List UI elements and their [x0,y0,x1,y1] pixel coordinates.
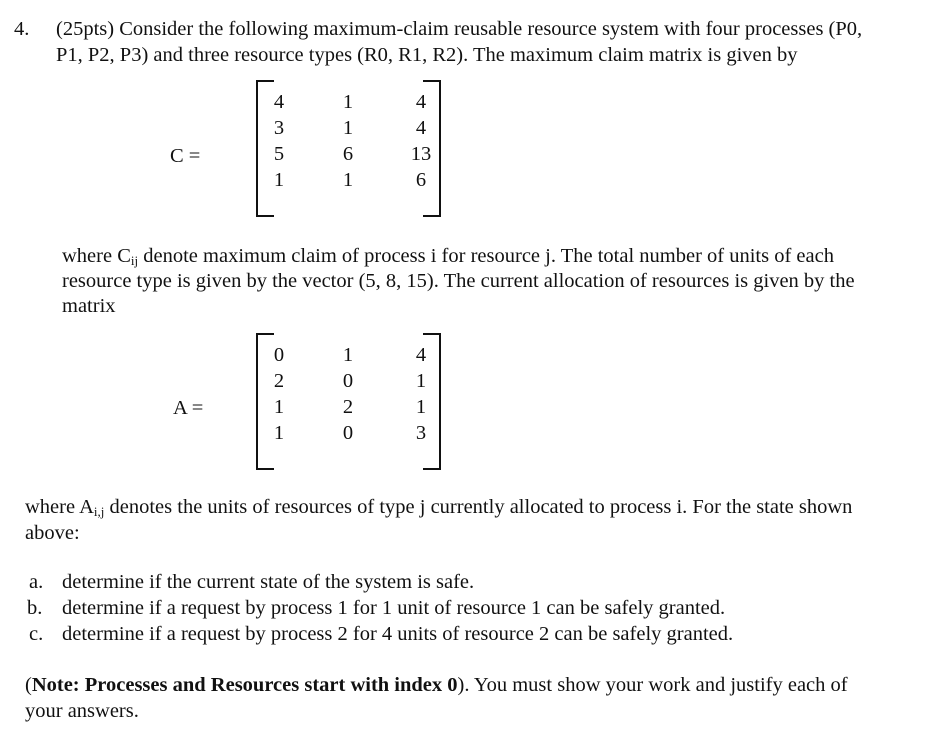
matrix-c-cell-1-1: 1 [342,117,354,139]
matrix-c-cell-3-2: 6 [415,169,427,191]
question-intro-line-2: P1, P2, P3) and three resource types (R0, R1, R2). The maximum claim matrix is given by [56,44,798,66]
paragraph-c-line-2: resource type is given by the vector (5, 8, 15). The current allocation of resources is given by the [62,270,855,292]
paragraph-a-text-a: where A [25,496,94,518]
paragraph-c-line-1 [62,243,834,269]
matrix-c-cell-2-1: 6 [342,143,354,165]
matrix-a-cell-0-1: 1 [342,344,354,366]
task-a-text: determine if the current state of the system is safe. [62,571,475,593]
subscript-ij: ij [130,253,139,268]
note-bold-text: Note: Processes and Resources start with index 0 [31,674,458,696]
task-c-marker: c. [29,623,44,645]
matrix-a-cell-1-0: 2 [273,370,285,392]
matrix-a-cell-0-0: 0 [273,344,285,366]
matrix-a-cell-1-1: 0 [342,370,354,392]
matrix-a-cell-3-0: 1 [273,422,285,444]
matrix-a-cell-2-0: 1 [273,396,285,418]
task-b-text: determine if a request by process 1 for 1 unit of resource 1 can be safely granted. [62,597,726,619]
matrix-c-cell-0-0: 4 [273,91,285,113]
paragraph-c-text-a: where C [62,245,131,267]
matrix-a-label: A = [173,397,204,419]
note-line-2: your answers. [25,700,139,722]
question-number: 4. [14,18,30,40]
matrix-c-cell-2-2: 13 [410,143,432,165]
matrix-c-cell-0-2: 4 [415,91,427,113]
matrix-a-cell-1-2: 1 [415,370,427,392]
matrix-a-cell-3-2: 3 [415,422,427,444]
task-b-marker: b. [27,597,43,619]
note-open-paren: ( [25,674,32,696]
paragraph-c-line-3: matrix [62,295,116,317]
matrix-a-cell-0-2: 4 [415,344,427,366]
matrix-c-cell-1-0: 3 [273,117,285,139]
note-line-1 [25,672,848,698]
matrix-c-cell-3-0: 1 [273,169,285,191]
matrix-a-cell-3-1: 0 [342,422,354,444]
matrix-c-cell-1-2: 4 [415,117,427,139]
paragraph-a-line-1 [25,494,852,520]
matrix-a-cell-2-1: 2 [342,396,354,418]
paragraph-a-text-b: denotes the units of resources of type j currently allocated to process i. For the state shown [104,496,853,518]
matrix-c-label: C = [170,145,201,167]
matrix-a-cell-2-2: 1 [415,396,427,418]
task-a-marker: a. [29,571,44,593]
subscript-i-j: i,j [93,504,105,519]
matrix-c-cell-2-0: 5 [273,143,285,165]
paragraph-a-line-2: above: [25,522,80,544]
matrix-c-cell-3-1: 1 [342,169,354,191]
question-intro-line-1: (25pts) Consider the following maximum-claim reusable resource system with four processes (P0, [56,18,863,40]
paragraph-c-text-b: denote maximum claim of process i for resource j. The total number of units of each [138,245,834,267]
task-c-text: determine if a request by process 2 for 4 units of resource 2 can be safely granted. [62,623,734,645]
note-text: ). You must show your work and justify each of [457,674,848,696]
matrix-c-cell-0-1: 1 [342,91,354,113]
